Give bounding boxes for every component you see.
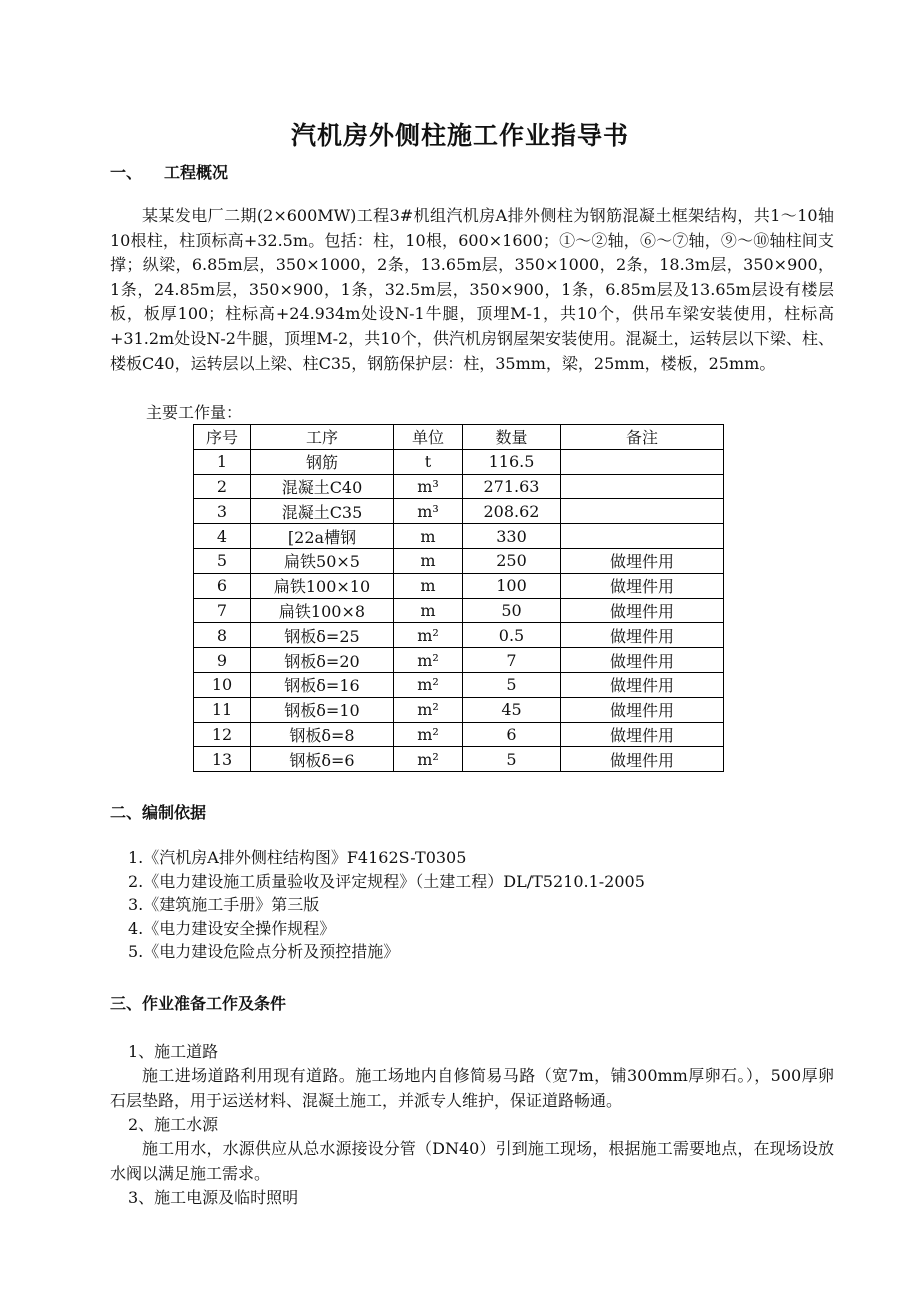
table-cell: m² xyxy=(394,697,463,722)
table-cell xyxy=(561,499,724,524)
table-cell: 10 xyxy=(194,672,251,697)
column-header: 单位 xyxy=(394,425,463,450)
table-row xyxy=(194,623,724,648)
table-cell: 6 xyxy=(463,722,561,747)
section-heading-basis: 二、编制依据 xyxy=(110,803,207,822)
table-cell: 钢板δ=8 xyxy=(251,722,394,747)
road-paragraph: 施工进场道路利用现有道路。施工场地内自修简易马路（宽7m，铺300mm厚卵石。），500厚卵石层垫路，用于运送材料、混凝土施工，并派专人维护，保证道路畅通。 xyxy=(110,1066,834,1110)
table-cell xyxy=(561,474,724,499)
table-cell: 5 xyxy=(194,548,251,573)
table-cell: 12 xyxy=(194,722,251,747)
table-cell: 做埋件用 xyxy=(561,722,724,747)
table-cell: m xyxy=(394,598,463,623)
table-row xyxy=(194,598,724,623)
column-header: 数量 xyxy=(463,425,561,450)
table-cell: 271.63 xyxy=(463,474,561,499)
table-cell xyxy=(561,524,724,549)
table-cell: 钢板δ=25 xyxy=(251,623,394,648)
table-cell xyxy=(561,449,724,474)
table-cell: 0.5 xyxy=(463,623,561,648)
table-cell: m³ xyxy=(394,499,463,524)
water-paragraph: 施工用水，水源供应从总水源接设分管（DN40）引到施工现场，根据施工需要地点，在现场设放水阀以满足施工需求。 xyxy=(110,1139,834,1183)
table-row xyxy=(194,474,724,499)
table-cell: 做埋件用 xyxy=(561,623,724,648)
table-cell: 330 xyxy=(463,524,561,549)
table-cell: m² xyxy=(394,672,463,697)
table-row xyxy=(194,648,724,673)
table-row xyxy=(194,697,724,722)
table-cell: 做埋件用 xyxy=(561,573,724,598)
table-cell: 扁铁50×5 xyxy=(251,548,394,573)
table-row xyxy=(194,548,724,573)
table-cell: 100 xyxy=(463,573,561,598)
table-cell: 116.5 xyxy=(463,449,561,474)
table-row xyxy=(194,672,724,697)
table-cell: 钢板δ=20 xyxy=(251,648,394,673)
section-heading-overview xyxy=(110,160,228,183)
table-cell: m² xyxy=(394,747,463,772)
table-cell: 13 xyxy=(194,747,251,772)
table-cell: m xyxy=(394,524,463,549)
table-cell: m xyxy=(394,548,463,573)
list-item: 4.《电力建设安全操作规程》 xyxy=(128,918,336,938)
section-number: 一、 xyxy=(110,163,143,182)
subsection-title-power: 3、施工电源及临时照明 xyxy=(128,1188,299,1207)
table-row xyxy=(194,524,724,549)
table-cell: m² xyxy=(394,623,463,648)
section-title: 工程概况 xyxy=(164,163,229,182)
road-paragraph-block xyxy=(110,1064,834,1113)
table-cell: 钢板δ=6 xyxy=(251,747,394,772)
table-cell: 扁铁100×8 xyxy=(251,598,394,623)
overview-paragraph-block xyxy=(110,204,834,376)
table-cell: 做埋件用 xyxy=(561,697,724,722)
subsection-title-water: 2、施工水源 xyxy=(128,1115,219,1134)
table-cell: 钢筋 xyxy=(251,449,394,474)
table-cell: 扁铁100×10 xyxy=(251,573,394,598)
table-cell: 8 xyxy=(194,623,251,648)
column-header: 工序 xyxy=(251,425,394,450)
table-cell: 做埋件用 xyxy=(561,598,724,623)
table-cell: 做埋件用 xyxy=(561,747,724,772)
table-cell: 9 xyxy=(194,648,251,673)
table-cell: m xyxy=(394,573,463,598)
table-cell: 208.62 xyxy=(463,499,561,524)
list-item: 2.《电力建设施工质量验收及评定规程》（土建工程）DL/T5210.1-2005 xyxy=(128,871,645,891)
table-cell: 6 xyxy=(194,573,251,598)
table-row xyxy=(194,499,724,524)
table-cell: 混凝土C35 xyxy=(251,499,394,524)
table-cell: 5 xyxy=(463,747,561,772)
list-item: 1.《汽机房A排外侧柱结构图》F4162S-T0305 xyxy=(128,848,467,867)
water-paragraph-block xyxy=(110,1137,834,1186)
subsection-title-road: 1、施工道路 xyxy=(128,1042,219,1061)
table-cell: 4 xyxy=(194,524,251,549)
table-cell: 做埋件用 xyxy=(561,548,724,573)
table-cell: 7 xyxy=(463,648,561,673)
table-cell: 做埋件用 xyxy=(561,648,724,673)
list-item: 5.《电力建设危险点分析及预控措施》 xyxy=(128,942,400,961)
section-heading-preparation: 三、作业准备工作及条件 xyxy=(110,994,287,1013)
table-cell: 混凝土C40 xyxy=(251,474,394,499)
table-row xyxy=(194,573,724,598)
table-cell: 钢板δ=10 xyxy=(251,697,394,722)
workload-label: 主要工作量： xyxy=(146,403,243,422)
table-cell: 做埋件用 xyxy=(561,672,724,697)
table-cell: m³ xyxy=(394,474,463,499)
table-cell: 50 xyxy=(463,598,561,623)
table-cell: 250 xyxy=(463,548,561,573)
table-cell: t xyxy=(394,449,463,474)
table-cell: 45 xyxy=(463,697,561,722)
workload-table xyxy=(193,424,724,772)
page-title: 汽机房外侧柱施工作业指导书 xyxy=(290,121,629,150)
column-header: 序号 xyxy=(194,425,251,450)
table-header-row xyxy=(194,425,724,450)
table-cell: [22a槽钢 xyxy=(251,524,394,549)
overview-paragraph: 某某发电厂二期(2×600MW)工程3#机组汽机房A排外侧柱为钢筋混凝土框架结构，共1～10轴10根柱，柱顶标高+32.5m。包括：柱，10根，600×1600；①～②轴，⑥～⑦轴，⑨～⑩轴柱间支撑；纵梁，6.85m层，350×1000，2条，13.65m层，350×1000，2条，18.3m层，350×900，1条，24.85m层，350×900，1条，32.5m层，350×900，1条，6.85m层及13.65m层设有楼层板，板厚100；柱标高+24.934m处设N-1牛腿，顶埋M-1，共10个，供吊车梁安装使用，柱标高+31.2m处设N-2牛腿，顶埋M-2，共10个，供汽机房钢屋架安装使用。混凝土，运转层以下梁、柱、楼板C40，运转层以上梁、柱C35，钢筋保护层：柱，35mm，梁，25mm，楼板，25mm。 xyxy=(110,206,834,373)
column-header: 备注 xyxy=(561,425,724,450)
table-row xyxy=(194,747,724,772)
reference-list xyxy=(128,846,645,964)
table-cell: 5 xyxy=(463,672,561,697)
table-cell: 11 xyxy=(194,697,251,722)
table-cell: 钢板δ=16 xyxy=(251,672,394,697)
table-cell: m² xyxy=(394,722,463,747)
table-cell: 1 xyxy=(194,449,251,474)
table-cell: m² xyxy=(394,648,463,673)
table-row xyxy=(194,722,724,747)
table-row xyxy=(194,449,724,474)
table-cell: 2 xyxy=(194,474,251,499)
table-cell: 7 xyxy=(194,598,251,623)
list-item: 3.《建筑施工手册》第三版 xyxy=(128,895,320,914)
table-cell: 3 xyxy=(194,499,251,524)
